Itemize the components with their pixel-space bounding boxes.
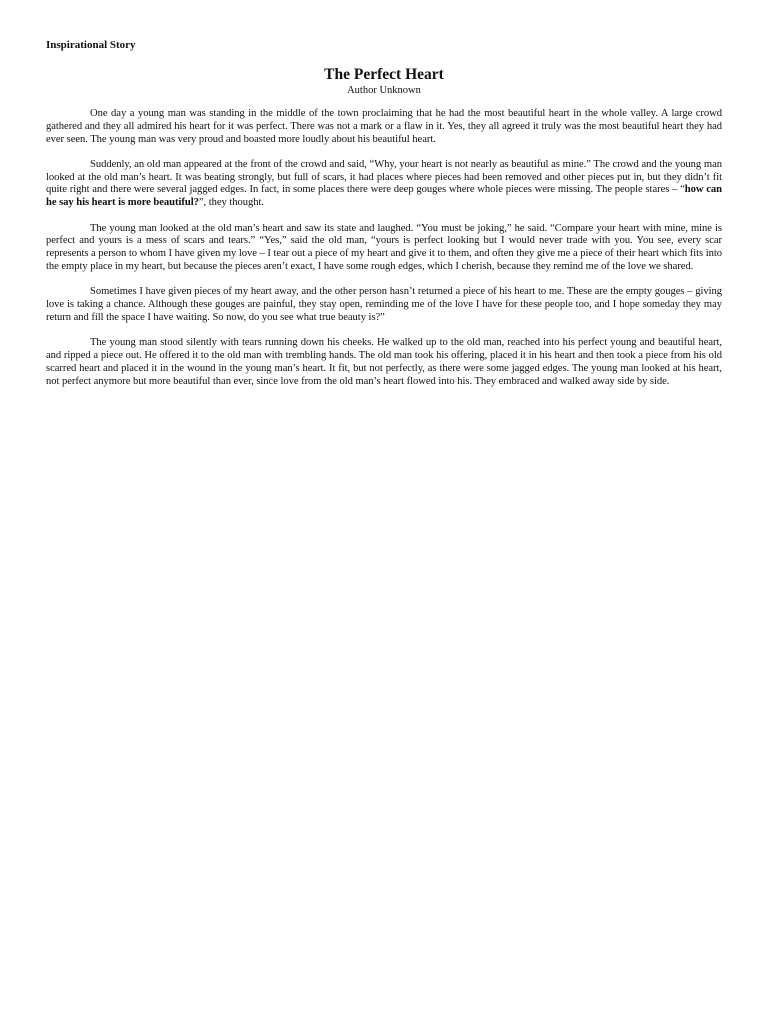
paragraph-2 [46,159,722,210]
paragraph-4: Sometimes I have given pieces of my heart away, and the other person hasn’t returned a piece of his heart to me. These are the empty gouges – giving love is taking a chance. Although these gouges are painful, they stay open, reminding me of the love I have for these people too, and I hope someday they may return and fill the space I have waiting. So now, do you see what true beauty is?” [46,286,722,323]
document-category: Inspirational Story [46,39,136,51]
paragraph-3: The young man looked at the old man’s heart and saw its state and laughed. “You must be joking,” he said. “Compare your heart with mine, mine is perfect and yours is a mess of scars and tears.” “Yes,” said the old man, “yours is perfect looking but I would never trade with you. You see, every scar represents a person to whom I have given my love – I tear out a piece of my heart and give it to them, and often they give me a piece of their heart which fits into the empty place in my heart, but because the pieces aren’t exact, I have some rough edges, which I cherish, because they remind me of the love we shared. [46,222,722,272]
paragraph-5: The young man stood silently with tears running down his cheeks. He walked up to the old man, reached into his perfect young and beautiful heart, and ripped a piece out. He offered it to the old man with trembling hands. The old man took his offering, placed it in his heart and then took a piece from his old scarred heart and placed it in the wound in the young man’s heart. It fit, but not perfectly, as there were some jagged edges. The young man looked at his heart, not perfect anymore but more beautiful than ever, since love from the old man’s heart flowed into his. They embraced and walked away side by side. [46,337,722,387]
paragraph-2-text-after: ”, they thought. [198,197,264,209]
paragraph-2-bold-quote: how can he say his heart is more beautiful? [46,184,722,209]
document-title: The Perfect Heart [324,66,444,83]
paragraph-2-text-before: Suddenly, an old man appeared at the front of the crowd and said, “Why, your heart is not nearly as beautiful as mine.” The crowd and the young man looked at the old man’s heart. It was beating strongly, but full of scars, it had places where pieces had been removed and other pieces put in, but they didn’t fit quite right and there were several jagged edges. In fact, in some places there were deep gouges where whole pieces were missing. The people stares – “ [46,158,722,196]
paragraph-1: One day a young man was standing in the middle of the town proclaiming that he had the most beautiful heart in the whole valley. A large crowd gathered and they all admired his heart for it was perfect. There was not a mark or a flaw in it. Yes, they all agreed it truly was the most beautiful heart they had ever seen. The young man was very proud and boasted more loudly about his beautiful heart. [46,108,722,145]
document-page [46,38,722,401]
document-author: Author Unknown [347,85,421,96]
